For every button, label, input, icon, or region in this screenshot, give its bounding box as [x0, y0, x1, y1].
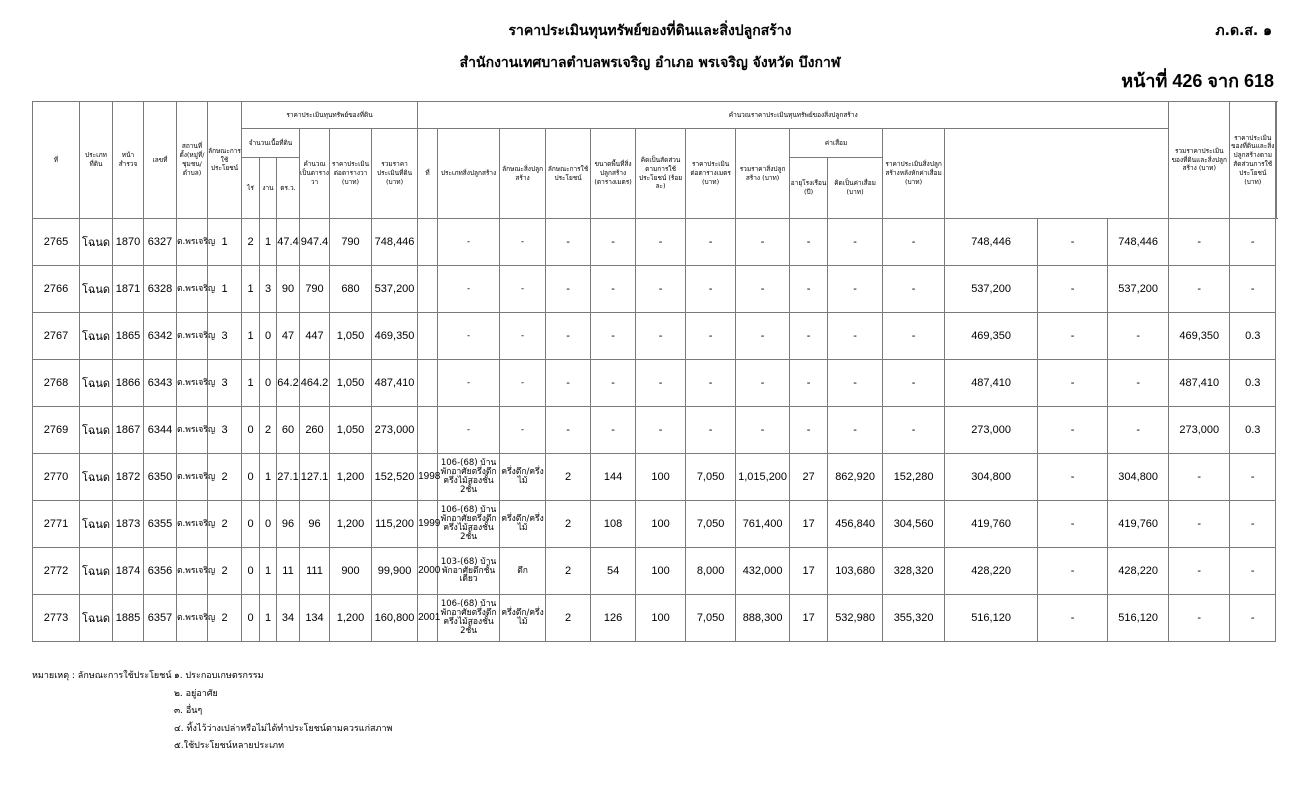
col-use-type: ลักษณะการใช้ประโยชน์: [208, 102, 242, 219]
col-use-ratio: คิดเป็นสัดส่วนตามการใช้ประโยชน์ (ร้อยละ): [636, 129, 686, 219]
col-depr-amount: คิดเป็นค่าเสื่อม (บาท): [828, 158, 883, 219]
col-total-land-price: รวมราคาประเมินที่ดิน (บาท): [372, 129, 418, 219]
col-age: อายุโรงเรือน (ปี): [790, 158, 828, 219]
footnote-item: ๑. ประกอบเกษตรกรรม: [174, 671, 264, 681]
col-land-type: ประเภทที่ดิน: [80, 102, 113, 219]
col-group-depreciation: ค่าเสื่อม: [790, 129, 883, 158]
col-group-building: คำนวณราคาประเมินทุนทรัพย์ของสิ่งปลูกสร้าง: [418, 102, 1169, 129]
col-bldg-no: ที่: [418, 129, 438, 219]
footnote-item: ๓. อื่นๆ: [174, 706, 203, 716]
col-deed-no: เลขที่: [144, 102, 177, 219]
document-title: ราคาประเมินทุนทรัพย์ของที่ดินและสิ่งปลูกสร้าง: [508, 23, 792, 39]
assessment-table: [32, 101, 1277, 642]
col-use-ratio-value: ราคาประเมินของที่ดินและสิ่งปลูกสร้างตามสัดส่วนการใช้ประโยชน์ (บาท): [1230, 102, 1276, 219]
table-row: 2772 โฉนด 1874 6356 ต.พรเจริญ 2 0 1 11 111 900 99,900 2000 103-(68) บ้านพักอาศัยตึกชั้นเดียว ตึก 2 54 100 8,000 432,000 17 103,680 328,320 428,220 - 428,220 - -: [33, 548, 1277, 595]
col-ngan: งาน: [260, 158, 277, 219]
footnote: [32, 668, 392, 756]
col-rai: ไร่: [242, 158, 260, 219]
col-location: สถานที่ตั้ง(หมู่ที่/ชุมชน/ตำบล): [177, 102, 208, 219]
col-sqwa: ตร.ว.: [277, 158, 300, 219]
form-code: ภ.ด.ส. ๑: [1215, 23, 1272, 39]
table-row: 2771 โฉนด 1873 6355 ต.พรเจริญ 2 0 0 96 96 1,200 115,200 1999 106-(68) บ้านพักอาศัยตรึ่งตึกครึ่งไม้สองชั้น 2ชั้น ครึ่งตึก/ครึ่งไม้ 2 108 100 7,050 761,400 17 456,840 304,560 419,760 - 419,760 - -: [33, 501, 1277, 548]
footnote-item: ๕.ใช้ประโยชน์หลายประเภท: [174, 741, 285, 751]
col-price-per-sqwa: ราคาประเมินต่อตารางวา (บาท): [330, 129, 372, 219]
col-price-per-sqm: ราคาประเมินต่อตารางเมตร (บาท): [686, 129, 736, 219]
footnote-item: ๔. ทิ้งไว้ว่างเปล่าหรือไม่ได้ทำประโยชน์ตามควรแก่สภาพ: [174, 723, 393, 734]
col-bldg-after-depr: ราคาประเมินสิ่งปลูกสร้างหลังหักค่าเสื่อม (บาท): [883, 129, 945, 219]
table-row: 2765 โฉนด 1870 6327 ต.พรเจริญ 1 2 1 47.4 947.4 790 748,446 - - - - - - - - - - 748,446 - 748,446 - -: [33, 219, 1277, 266]
table-row: 2766 โฉนด 1871 6328 ต.พรเจริญ 1 1 3 90 790 680 537,200 - - - - - - - - - - 537,200 - 537,200 - -: [33, 266, 1277, 313]
col-total-value: รวมราคาประเมินของที่ดินและสิ่งปลูกสร้าง (บาท): [1169, 102, 1230, 219]
col-bldg-area: ขนาดพื้นที่สิ่งปลูกสร้าง (ตารางเมตร): [591, 129, 636, 219]
table-row: 2770 โฉนด 1872 6350 ต.พรเจริญ 2 0 1 27.1 127.1 1,200 152,520 1998 106-(68) บ้านพักอาศัยตรึ่งตึกครึ่งไม้สองชั้น 2ชั้น ครึ่งตึก/ครึ่งไม้ 2 144 100 7,050 1,015,200 27 862,920 152,280 304,800 - 304,800 - -: [33, 454, 1277, 501]
col-no: ที่: [33, 102, 80, 219]
col-survey-page: หน้าสำรวจ: [113, 102, 144, 219]
col-bldg-type: ประเภทสิ่งปลูกสร้าง: [438, 129, 500, 219]
table-row: 2773 โฉนด 1885 6357 ต.พรเจริญ 2 0 1 34 134 1,200 160,800 2001 106-(68) บ้านพักอาศัยตรึ่งตึกครึ่งไม้สองชั้น 2ชั้น ครึ่งตึก/ครึ่งไม้ 2 126 100 7,050 888,300 17 532,980 355,320 516,120 - 516,120 - -: [33, 595, 1277, 642]
col-bldg-use: ลักษณะการใช้ประโยชน์: [546, 129, 591, 219]
table-row: 2767 โฉนด 1865 6342 ต.พรเจริญ 3 1 0 47 447 1,050 469,350 - - - - - - - - - - 469,350 - - 469,350 0.3: [33, 313, 1277, 360]
col-bldg-char: ลักษณะสิ่งปลูกสร้าง: [500, 129, 546, 219]
table-body: [33, 219, 1277, 642]
col-bldg-total: รวมราคาสิ่งปลูกสร้าง (บาท): [736, 129, 790, 219]
table-row: 2768 โฉนด 1866 6343 ต.พรเจริญ 3 1 0 64.2 464.2 1,050 487,410 - - - - - - - - - - 487,410 - - 487,410 0.3: [33, 360, 1277, 407]
footnote-label: หมายเหตุ : ลักษณะการใช้ประโยชน์: [32, 671, 172, 681]
col-calc-sqwa: คำนวณเป็นตารางวา: [300, 129, 330, 219]
table-row: 2769 โฉนด 1867 6344 ต.พรเจริญ 3 0 2 60 260 1,050 273,000 - - - - - - - - - - 273,000 - - 273,000 0.3: [33, 407, 1277, 454]
col-group-land: ราคาประเมินทุนทรัพย์ของที่ดิน: [242, 102, 418, 129]
footnote-item: ๒. อยู่อาศัย: [174, 688, 218, 699]
col-group-land-area: จำนวนเนื้อที่ดิน: [242, 129, 300, 158]
page-number: หน้าที่ 426 จาก 618: [1121, 71, 1274, 91]
document-subtitle: สำนักงานเทศบาลตำบลพรเจริญ อำเภอ พรเจริญ จังหวัด บึงกาฬ: [459, 55, 841, 71]
